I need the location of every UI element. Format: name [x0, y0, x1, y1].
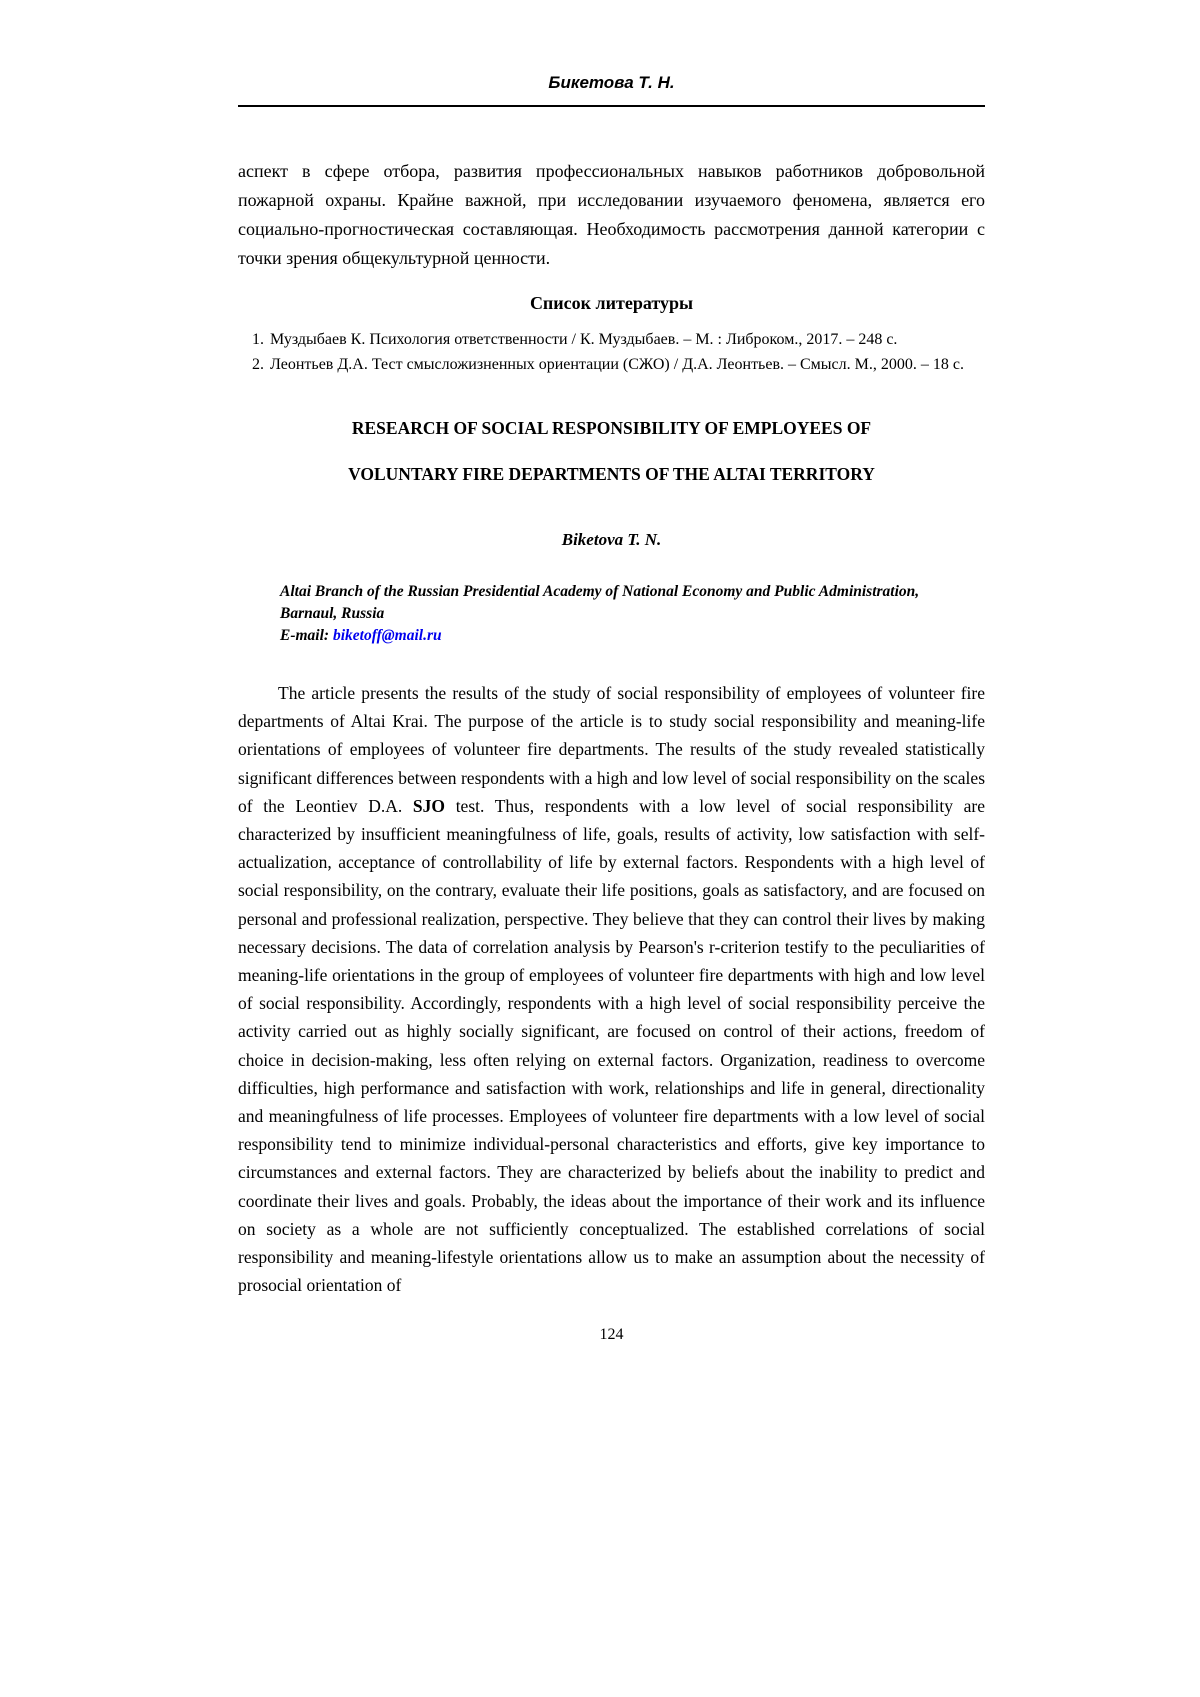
author-name: Biketova T. N.: [561, 530, 662, 549]
affiliation-line1: Altai Branch of the Russian Presidential Academy of National Economy and Public Administration,: [280, 583, 920, 600]
reference-text: Муздыбаев К. Психология ответственности / К. Муздыбаев. – М. : Либроком., 2017. – 248 с.: [270, 331, 898, 348]
email-link[interactable]: biketoff@mail.ru: [332, 627, 442, 644]
article-title: [238, 405, 985, 497]
intro-paragraph: аспект в сфере отбора, развития профессиональных навыков работников добровольной пожарной охраны. Крайне важной, при исследовании изучаемого феномена, является его социально-прогностическая составляющая. Необходимость рассмотрения данной категории с точки зрения общекультурной ценности.: [238, 161, 985, 268]
abstract-paragraph: [238, 679, 985, 1299]
abstract-text-before: The article presents the results of the study of social responsibility of employees of volunteer fire departments of Altai Krai. The purpose of the article is to study social responsibility and meaning-life orientations of employees of volunteer fire departments. The results of the study revealed statistically significant differences between respondents with a high and low level of social responsibility on the scales of the Leontiev D.A.: [238, 683, 985, 816]
reference-item: [268, 327, 985, 352]
references-list: [238, 327, 985, 377]
reference-text: Леонтьев Д.А. Тест смысложизненных ориентации (СЖО) / Д.А. Леонтьев. – Смысл. М., 2000. – 18 с.: [270, 356, 964, 373]
email-label: E-mail:: [280, 627, 333, 644]
abstract-text-after: test. Thus, respondents with a low level of social responsibility are characterized by insufficient meaningfulness of life, goals, results of activity, low satisfaction with self-actualization, acceptance of controllability of life by external factors. Respondents with a high level of social responsibility, on the contrary, evaluate their life positions, goals as satisfactory, and are focused on personal and professional realization, perspective. They believe that they can control their lives by making necessary decisions. The data of correlation analysis by Pearson's r-criterion testify to the peculiarities of meaning-life orientations in the group of employees of volunteer fire departments with high and low level of social responsibility. Accordingly, respondents with a high level of social responsibility perceive the activity carried out as highly socially significant, are focused on control of their actions, freedom of choice in decision-making, less often relying on external factors. Organization, readiness to overcome difficulties, high performance and satisfaction with work, relationships and life in general, directionality and meaningfulness of life processes. Employees of volunteer fire departments with a low level of social responsibility tend to minimize individual-personal characteristics and efforts, give key importance to circumstances and external factors. They are characterized by beliefs about the inability to predict and coordinate their lives and goals. Probably, the ideas about the importance of their work and its influence on society as a whole are not sufficiently conceptualized. The established correlations of social responsibility and meaning-lifestyle orientations allow us to make an assumption about the necessity of prosocial orientation of: [238, 795, 985, 1296]
email-line: [280, 625, 985, 647]
abstract-bold-term: SJO: [412, 795, 446, 816]
running-head: Бикетова Т. Н.: [548, 73, 675, 92]
article-title-line1: RESEARCH OF SOCIAL RESPONSIBILITY OF EMPLOYEES OF: [351, 418, 872, 438]
affiliation-line2: Barnaul, Russia: [280, 605, 385, 622]
references-heading: Список литературы: [529, 293, 694, 313]
article-title-line2: VOLUNTARY FIRE DEPARTMENTS OF THE ALTAI TERRITORY: [348, 464, 875, 484]
page-number: 124: [599, 1326, 624, 1344]
affiliation-block: [280, 581, 985, 647]
header-rule: [238, 105, 985, 107]
reference-item: [268, 352, 985, 377]
